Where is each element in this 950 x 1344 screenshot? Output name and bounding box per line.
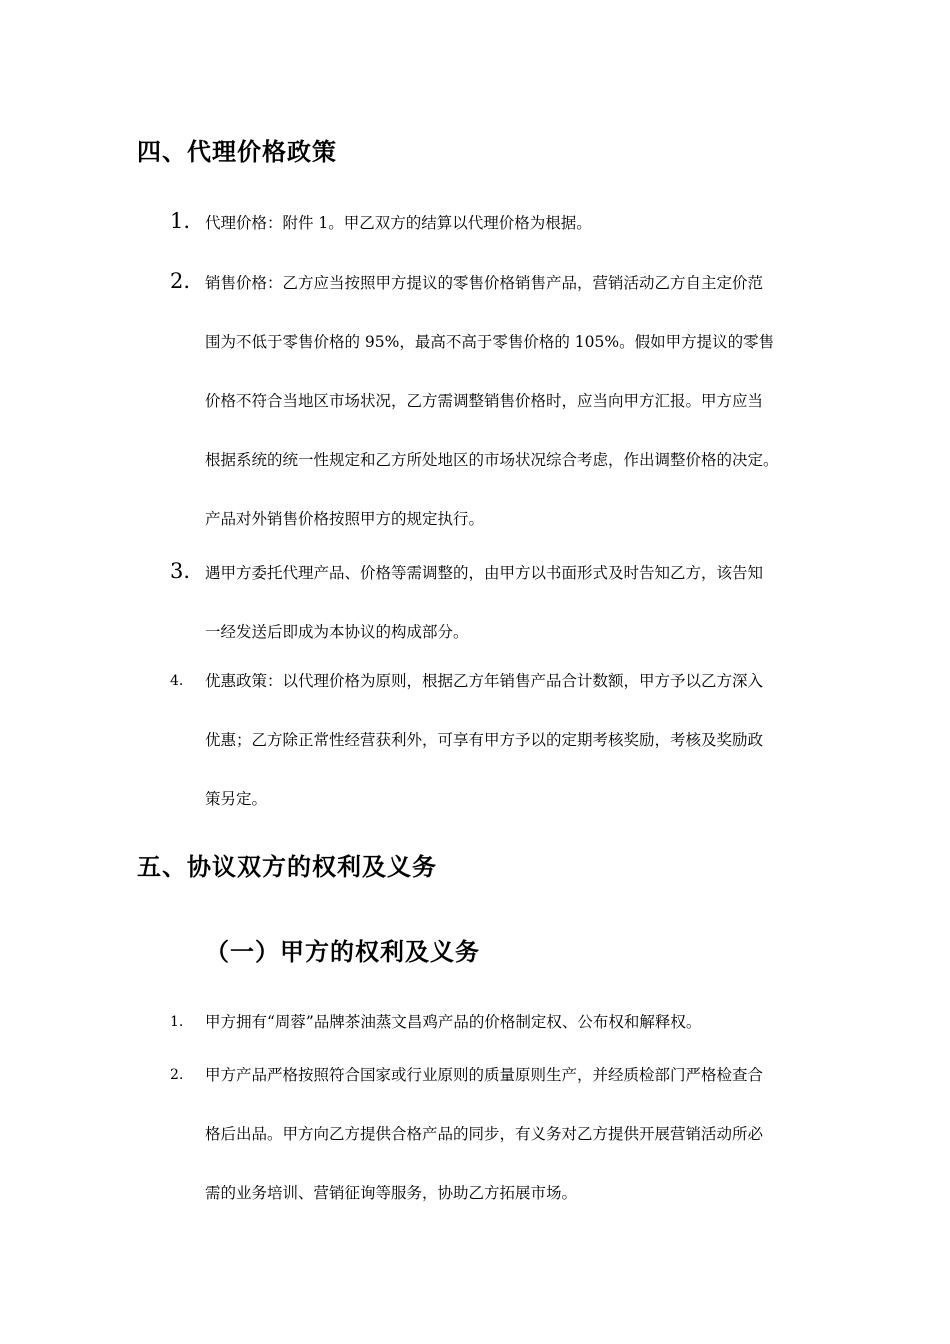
text-line: 策另定。 (205, 790, 268, 808)
text-line: 需的业务培训、营销征询等服务，协助乙方拓展市场。 (205, 1184, 578, 1202)
text-line: 根据系统的统一性规定和乙方所处地区的市场状况综合考虑，作出调整价格的决定。 (205, 451, 779, 469)
item-number: 1. (170, 209, 191, 233)
item-text (205, 993, 845, 1052)
item-text (205, 652, 845, 829)
item-text (205, 544, 845, 662)
item-text (205, 1046, 845, 1223)
text-line: 甲方产品严格按照符合国家或行业原则的质量原则生产，并经质检部门严格检查合 (205, 1066, 764, 1084)
text-line: 优惠；乙方除正常性经营获利外，可享有甲方予以的定期考核奖励，考核及奖励政 (205, 731, 764, 749)
text-line: 代理价格：附件 1。甲乙双方的结算以代理价格为根据。 (205, 214, 592, 232)
text-line: 围为不低于零售价格的 95%，最高不高于零售价格的 105%。假如甲方提议的零售 (205, 333, 775, 351)
item-text (205, 254, 845, 549)
item-number: 4. (170, 673, 184, 689)
text-line: 价格不符合当地区市场状况，乙方需调整销售价格时，应当向甲方汇报。甲方应当 (205, 392, 764, 410)
section-5-heading: 五、协议双方的权利及义务 (137, 853, 437, 881)
text-line: 格后出品。甲方向乙方提供合格产品的同步，有义务对乙方提供开展营销活动所必 (205, 1125, 764, 1143)
item-number: 3. (170, 559, 191, 583)
item-number: 2. (170, 269, 191, 293)
text-line: 甲方拥有“周蓉”品牌茶油蒸文昌鸡产品的价格制定权、公布权和解释权。 (205, 1013, 702, 1031)
item-number: 2. (170, 1067, 184, 1083)
section-5-subheading: （一）甲方的权利及义务 (205, 938, 480, 966)
item-number: 1. (170, 1014, 184, 1030)
text-line: 销售价格：乙方应当按照甲方提议的零售价格销售产品，营销活动乙方自主定价范 (205, 274, 764, 292)
text-line: 遇甲方委托代理产品、价格等需调整的，由甲方以书面形式及时告知乙方，该告知 (205, 564, 764, 582)
item-text (205, 194, 845, 253)
text-line: 一经发送后即成为本协议的构成部分。 (205, 623, 469, 641)
section-4-heading: 四、代理价格政策 (137, 138, 337, 166)
text-line: 优惠政策：以代理价格为原则，根据乙方年销售产品合计数额，甲方予以乙方深入 (205, 672, 764, 690)
text-line: 产品对外销售价格按照甲方的规定执行。 (205, 510, 485, 528)
